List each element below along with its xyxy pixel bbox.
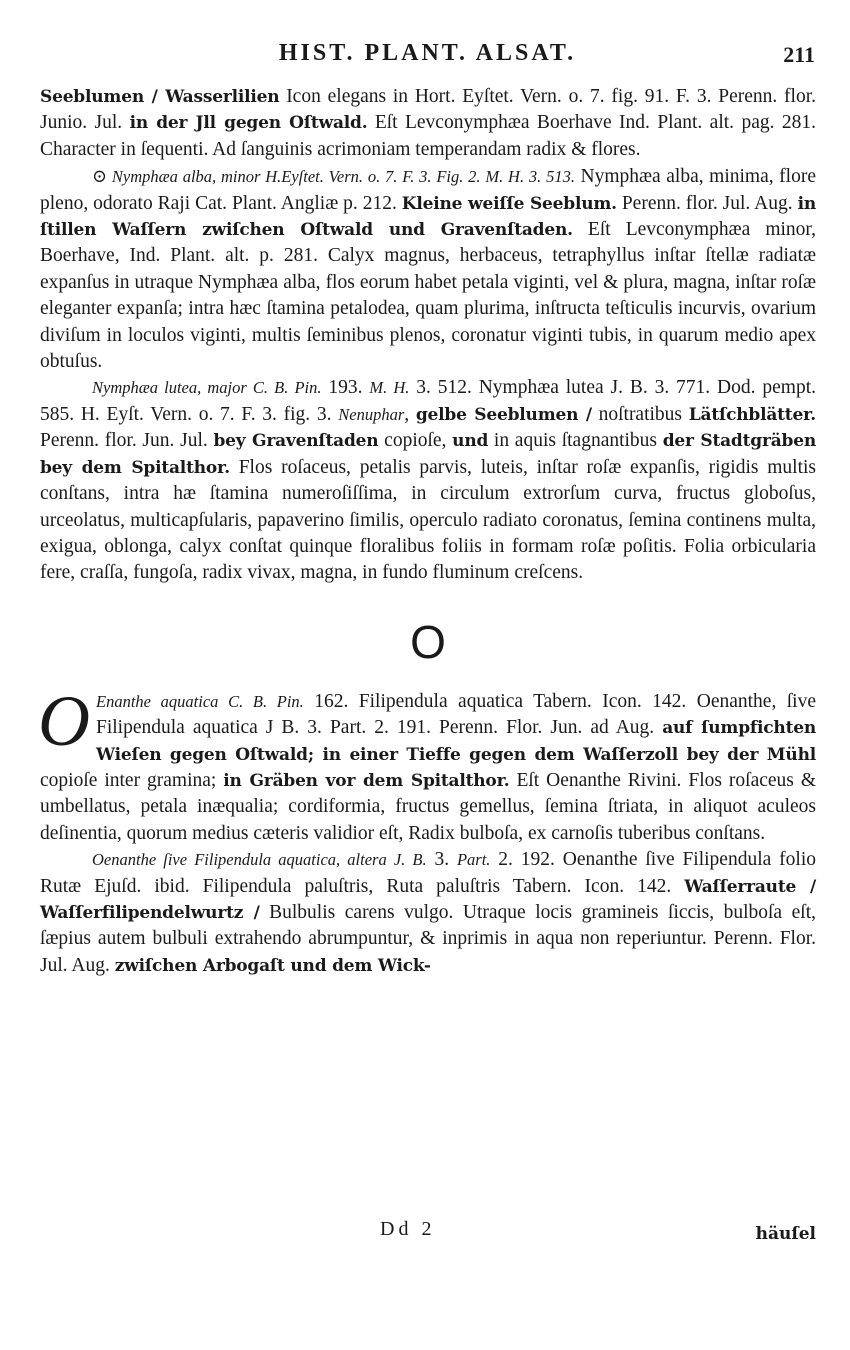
german-text: Waſſerraute / Waſſerfilipendelwurtz / — [40, 876, 816, 923]
drop-cap: O — [38, 680, 90, 761]
latin-text: , — [404, 403, 416, 425]
latin-text: Eſt Levconymphæa Boerhave Ind. Plant. alt. pag. 281. Character in ſequenti. Ad ſanguinis acrimoniam temperandam radix & flores. — [40, 112, 816, 160]
paragraph-oenanthe-altera — [40, 847, 816, 979]
species-name: Oenanthe ſive Filipendula aquatica, altera J. B. — [92, 850, 427, 870]
paragraph-nymphaea-lutea — [40, 375, 816, 586]
catchword: häuſel — [755, 1224, 816, 1244]
running-header — [40, 40, 815, 74]
perennial-symbol: ⊙ — [92, 166, 108, 187]
signature-mark: Dd 2 — [380, 1218, 436, 1240]
paragraph-oenanthe-aquatica — [38, 680, 817, 847]
running-title: HIST. PLANT. ALSAT. — [278, 40, 577, 66]
species-name: Nymphæa alba, minor H.Eyſtet. Vern. o. 7. F. 3. Fig. 2. M. H. 3. 513. — [107, 167, 575, 187]
latin-text: copioſe inter gramina; — [40, 769, 224, 791]
text-body — [40, 84, 816, 979]
german-text: Seeblumen / Wasserlilien — [40, 87, 280, 107]
latin-text: copioſe, — [378, 430, 453, 452]
latin-text: Icon elegans in Hort. Eyſtet. Vern. o. 7. fig. 91. F. 3. Perenn. flor. Junio. Jul. — [40, 86, 817, 134]
german-text: der Stadtgräben bey dem Spitalthor. — [40, 431, 816, 478]
reference-abbrev: Part. — [456, 850, 491, 870]
page-number: 211 — [783, 42, 815, 67]
german-text: in der Jll gegen Oſtwald. — [129, 113, 368, 134]
german-text: auf ſumpfichten Wieſen gegen Oſtwald; in einer Tieffe gegen dem Waſſerzoll bey der Mühl — [96, 718, 816, 765]
latin-text: Perenn. flor. Jun. Jul. — [40, 430, 214, 452]
latin-text: 193. — [321, 377, 370, 399]
latin-text: in aquis ſtagnantibus — [488, 430, 663, 452]
german-text: zwiſchen Arbogaſt und dem Wick- — [114, 955, 431, 976]
german-text: Kleine weiſſe Seeblum. — [401, 193, 617, 214]
latin-text: Eſt Oenanthe Rivini. Flos roſaceus & umbellatus, petala inæqualia; cordiformia, fructus gemellus, ſemina ſtriata, in aliquot aculeos deſinentia, quorum medius cæteris validior eſt, Radix bulboſa, ex carnoſis tuberibus conſtans. — [40, 769, 817, 844]
paragraph-water-lily — [40, 84, 816, 163]
species-name: Nenuphar — [338, 404, 405, 424]
latin-text: 3. — [426, 849, 457, 871]
latin-text: noſtratibus — [591, 403, 689, 425]
latin-text: Perenn. flor. Jul. Aug. — [616, 192, 798, 214]
latin-text: 162. Filipendula aquatica Tabern. Icon. 142. Oenanthe, ſive Filipendula aquatica J B. 3. Part. 2. 191. Perenn. Flor. Jun. ad Aug. — [96, 690, 816, 739]
latin-text: Bulbulis carens vulgo. Utraque locis gramineis ſiccis, bulboſa eſt, ſæpius autem bulbuli extrahendo abrumpuntur, & inprimis in aqua non reperiuntur. Perenn. Flor. Jul. Aug. — [40, 901, 816, 976]
latin-text: 3. 512. Nymphæa lutea J. B. 3. 771. Dod. pempt. 585. H. Eyſt. Vern. o. 7. F. 3. fig. 3. — [40, 377, 816, 425]
german-text: gelbe Seeblumen / — [415, 404, 592, 425]
paragraph-nymphaea-alba-minor — [40, 163, 816, 375]
german-text: und — [452, 431, 489, 452]
reference-abbrev: M. H. — [369, 378, 410, 398]
german-text: in ſtillen Waſſern zwiſchen Oſtwald und Gravenſtaden. — [40, 193, 816, 241]
latin-text: Nymphæa alba, minima, flore pleno, odorato Raji Cat. Plant. Angliæ p. 212. — [40, 166, 816, 214]
species-name: Enanthe aquatica C. B. Pin. — [96, 691, 304, 711]
species-name: Nymphæa lutea, major C. B. Pin. — [92, 378, 322, 398]
german-text: Lätſchblätter. — [688, 404, 816, 425]
german-text: bey Gravenſtaden — [213, 431, 379, 452]
latin-text: 2. 192. Oenanthe ſive Filipendula folio Rutæ Ejuſd. ibid. Filipendula paluſtris, Ruta paluſtris Tabern. Icon. 142. — [40, 849, 816, 897]
latin-text: Eſt Levconymphæa minor, Boerhave, Ind. Plant. alt. p. 281. Calyx magnus, herbaceus, tetraphyllus inſtar ſtellæ radiatæ expanſus in utraque Nymphæa alba, flos eorum habet petala viginti, vel & plura, magna, inſtar roſæ eleganter expanſa; intra hæc ſtamina petalodea, quam plurima, inſtructa teſticulis incurvis, ovarium diviſum in loculos viginti, multis ſeminibus plenos, coronatur viginti tubis, in quarum medio apex obtuſus. — [40, 219, 816, 373]
latin-text: Flos roſaceus, petalis parvis, luteis, inſtar roſæ expanſis, rigidis multis conſtans, intra hæ ſtamina numeroſiſſima, in circulum extrorſum curva, fructus globoſus, urceolatus, multicapſularis, papaverino ſimilis, operculo radiato coronatus, ſemina continens multa, exigua, oblonga, calyx conſtat quinque floralibus foliis in formam roſæ poſitis. Folia orbicularia fere, craſſa, fungoſa, radix vivax, magna, in fundo fluminum creſcens. — [40, 456, 816, 584]
section-letter-heading: O — [410, 615, 446, 668]
german-text: in Gräben vor dem Spitalthor. — [223, 770, 510, 791]
